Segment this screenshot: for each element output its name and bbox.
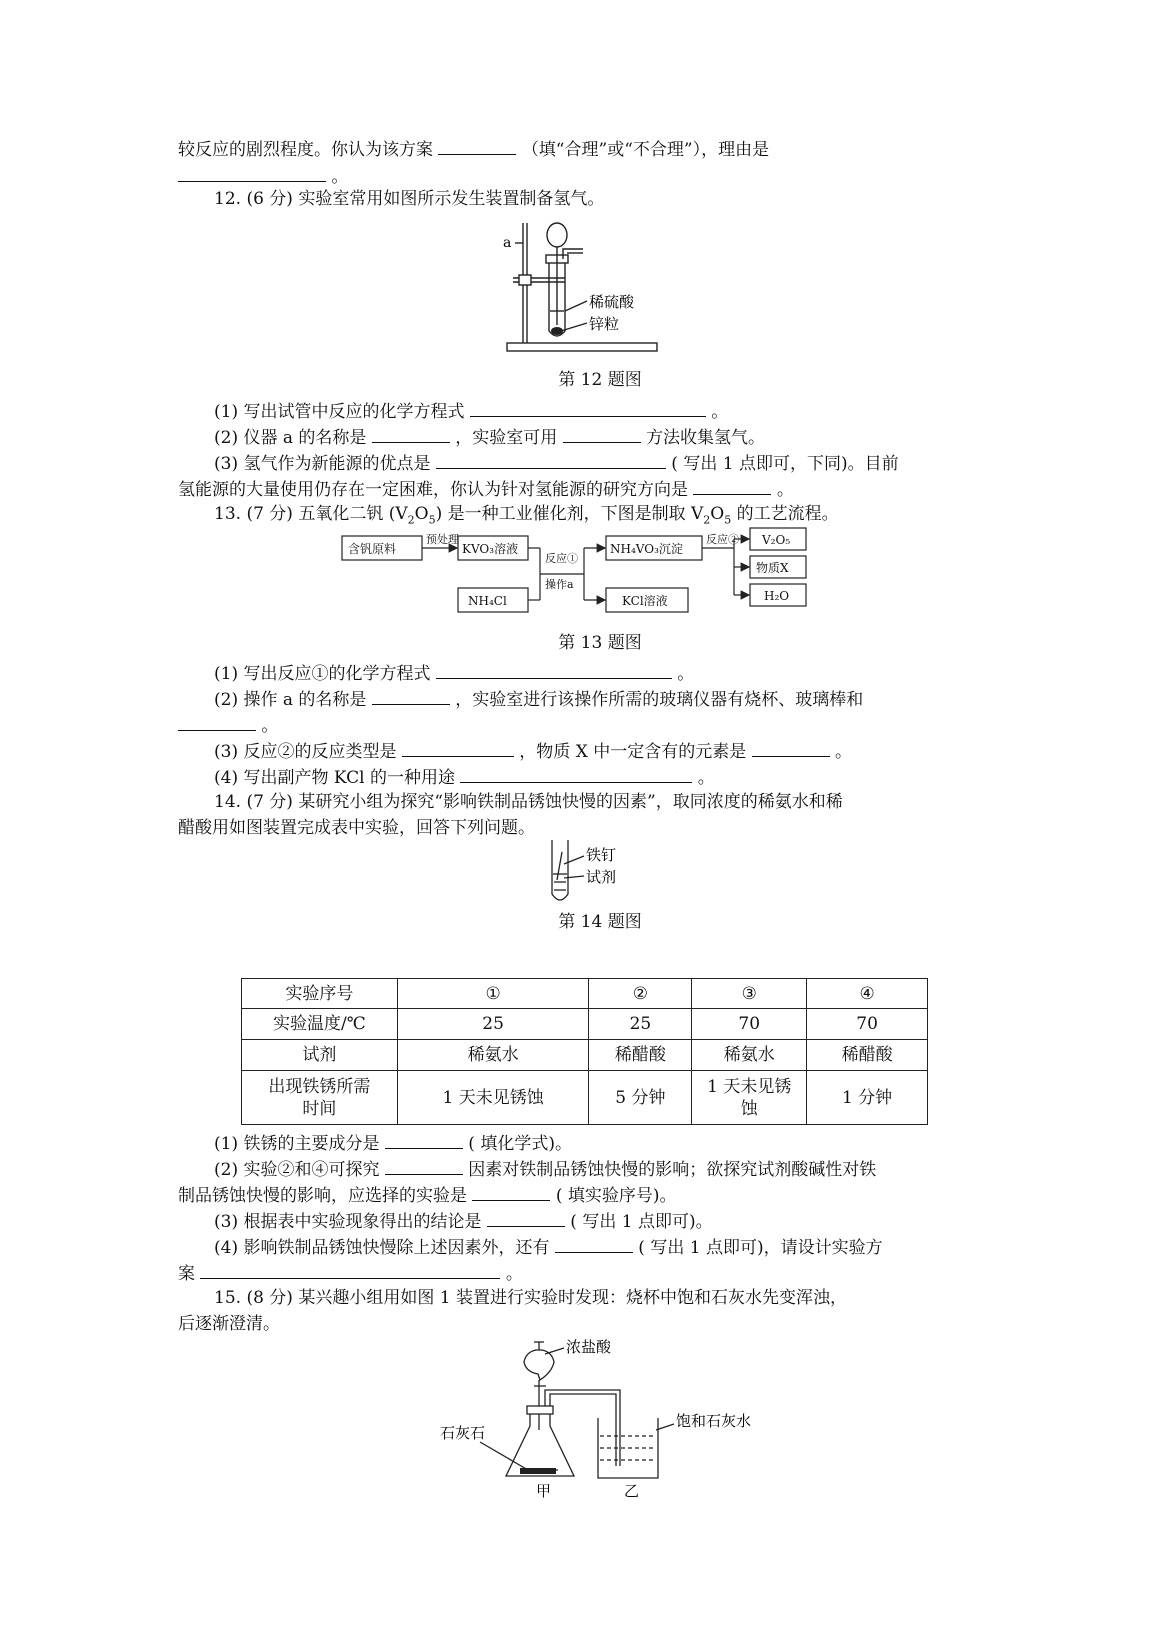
text: 。	[835, 742, 853, 762]
zinc-granules	[551, 327, 563, 335]
text: (2) 操作 a 的名称是	[214, 690, 367, 710]
text-line	[214, 686, 863, 712]
question-14-intro: 14. (7 分) 某研究小组为探究“影响铁制品锈蚀快慢的因素”，取同浓度的稀氨水和稀	[214, 792, 843, 812]
text-line	[178, 712, 278, 738]
answer-blank[interactable]	[470, 398, 706, 417]
box-v2o5: V₂O₅	[762, 533, 791, 547]
label-reagent: 试剂	[586, 868, 617, 886]
table-cell: 25	[397, 1009, 589, 1040]
answer-blank[interactable]	[178, 712, 256, 731]
label-limestone: 石灰石	[440, 1424, 486, 1442]
text-line	[178, 136, 769, 162]
figure-12-apparatus	[495, 215, 665, 355]
subscript: 2	[703, 513, 711, 527]
text: (4) 影响铁制品锈蚀快慢除上述因素外，还有	[214, 1238, 550, 1258]
text-line	[214, 1130, 572, 1156]
text-line	[214, 398, 728, 424]
text: (2) 实验②和④可探究	[214, 1160, 380, 1180]
question-14-intro-cont: 醋酸用如图装置完成表中实验，回答下列问题。	[178, 818, 535, 838]
text-line	[214, 450, 899, 476]
text: (1) 写出反应①的化学方程式	[214, 664, 431, 684]
text: (3) 氢气作为新能源的优点是	[214, 454, 431, 474]
table-cell: ③	[692, 979, 807, 1009]
table-row	[242, 1071, 928, 1125]
table-header-cell: 实验温度/℃	[242, 1009, 398, 1040]
label-zinc: 锌粒	[589, 315, 620, 333]
answer-blank[interactable]	[563, 424, 641, 443]
text-line	[214, 1156, 876, 1182]
table-cell: 稀氨水	[397, 1040, 589, 1071]
box-raw-material: 含钒原料	[348, 542, 397, 556]
answer-blank[interactable]	[752, 738, 830, 757]
box-substance-x: 物质X	[756, 561, 789, 575]
text: (3) 根据表中实验现象得出的结论是	[214, 1212, 482, 1232]
text: (1) 写出试管中反应的化学方程式	[214, 402, 465, 422]
table-cell: ①	[397, 979, 589, 1009]
figure-14-test-tube	[548, 838, 658, 908]
text: 时间	[302, 1098, 337, 1119]
label-yi: 乙	[624, 1482, 640, 1498]
text: 13. (7 分) 五氧化二钒 (V	[214, 504, 408, 524]
text: O	[414, 504, 429, 524]
text: ，实验室可用	[455, 428, 558, 448]
text: O	[710, 504, 725, 524]
answer-blank[interactable]	[200, 1260, 500, 1279]
answer-blank[interactable]	[436, 660, 672, 679]
text-line	[178, 1260, 523, 1286]
experiment-table	[241, 978, 928, 1125]
answer-blank[interactable]	[460, 764, 692, 783]
label-pretreatment: 预处理	[426, 533, 459, 546]
text: 蚀	[740, 1098, 758, 1119]
answer-blank[interactable]	[385, 1130, 463, 1149]
text: 。	[331, 167, 349, 187]
text: （填“合理”或“不合理”），理由是	[521, 140, 770, 160]
text: 的工艺流程。	[736, 504, 839, 524]
text-line	[214, 1208, 713, 1234]
text: 。	[677, 664, 695, 684]
figure-13-flowchart	[340, 526, 840, 630]
label-dilute-sulfuric-acid: 稀硫酸	[589, 293, 635, 311]
label-a: a	[503, 235, 512, 251]
text: 较反应的剧烈程度。你认为该方案	[178, 140, 433, 160]
answer-blank[interactable]	[438, 136, 516, 155]
table-header-cell: 试剂	[242, 1040, 398, 1071]
table-cell: ②	[589, 979, 692, 1009]
answer-blank[interactable]	[178, 163, 326, 182]
question-12-intro: 12. (6 分) 实验室常用如图所示发生装置制备氢气。	[214, 189, 605, 209]
table-cell: 70	[807, 1009, 928, 1040]
text-line	[214, 660, 694, 686]
subscript: 5	[724, 513, 732, 527]
text: ( 写出 1 点即可)。	[570, 1212, 713, 1232]
table-row	[242, 979, 928, 1009]
table-cell	[692, 1071, 807, 1125]
answer-blank[interactable]	[385, 1156, 463, 1175]
text: 。	[697, 768, 715, 788]
text: ，实验室进行该操作所需的玻璃仪器有烧杯、玻璃棒和	[455, 690, 864, 710]
text: (4) 写出副产物 KCl 的一种用途	[214, 768, 455, 788]
figure-12-caption: 第 12 题图	[558, 370, 642, 390]
text-line	[214, 424, 765, 450]
text: ) 是一种工业催化剂，下图是制取 V	[435, 504, 704, 524]
limestone-solid	[520, 1468, 556, 1474]
answer-blank[interactable]	[372, 686, 450, 705]
text-line	[178, 163, 348, 189]
text: 出现铁锈所需	[268, 1076, 371, 1097]
text: ，物质 X 中一定含有的元素是	[519, 742, 747, 762]
table-row	[242, 1009, 928, 1040]
answer-blank[interactable]	[436, 450, 666, 469]
table-cell: ④	[807, 979, 928, 1009]
text-line	[178, 476, 794, 502]
text: ( 填化学式)。	[468, 1134, 572, 1154]
table-cell: 1 天未见锈蚀	[397, 1071, 589, 1125]
text: 案	[178, 1264, 195, 1284]
table-cell: 1 分钟	[807, 1071, 928, 1125]
text: ( 写出 1 点即可，下同)。目前	[671, 454, 899, 474]
text-line	[178, 1182, 676, 1208]
text: 方法收集氢气。	[646, 428, 766, 448]
table-cell: 70	[692, 1009, 807, 1040]
text-line	[214, 1234, 883, 1260]
table-cell: 稀醋酸	[589, 1040, 692, 1071]
text: 氢能源的大量使用仍存在一定困难，你认为针对氢能源的研究方向是	[178, 480, 688, 500]
box-h2o: H₂O	[764, 589, 790, 603]
text: 。	[776, 480, 794, 500]
label-reaction-1: 反应①	[545, 552, 578, 565]
table-row	[242, 1040, 928, 1071]
table-header-cell: 实验序号	[242, 979, 398, 1009]
question-15-intro-cont: 后逐渐澄清。	[178, 1314, 280, 1334]
question-15-intro: 15. (8 分) 某兴趣小组用如图 1 装置进行实验时发现：烧杯中饱和石灰水先变浑浊，	[214, 1288, 847, 1308]
label-operation-a: 操作a	[545, 578, 574, 591]
box-nh4cl: NH₄Cl	[468, 594, 507, 608]
text: 。	[505, 1264, 523, 1284]
answer-blank[interactable]	[555, 1234, 633, 1253]
label-reaction-2: 反应②	[706, 533, 739, 546]
answer-blank[interactable]	[372, 424, 450, 443]
answer-blank[interactable]	[402, 738, 514, 757]
answer-blank[interactable]	[487, 1208, 565, 1227]
answer-blank[interactable]	[693, 476, 771, 495]
text: ( 填实验序号)。	[555, 1186, 677, 1206]
label-jia: 甲	[536, 1482, 552, 1498]
box-kvo3: KVO₃溶液	[462, 542, 519, 556]
label-iron-nail: 铁钉	[586, 846, 617, 864]
text: 。	[711, 402, 729, 422]
figure-14-caption: 第 14 题图	[558, 912, 642, 932]
subscript: 5	[428, 513, 436, 527]
table-header-cell	[242, 1071, 398, 1125]
text: (2) 仪器 a 的名称是	[214, 428, 367, 448]
text: 1 天未见锈	[707, 1076, 792, 1097]
box-kcl: KCl溶液	[622, 594, 668, 608]
table-cell: 5 分钟	[589, 1071, 692, 1125]
figure-13-caption: 第 13 题图	[558, 633, 642, 653]
subscript: 2	[407, 513, 415, 527]
text-line	[214, 764, 715, 790]
answer-blank[interactable]	[472, 1182, 550, 1201]
label-limewater: 饱和石灰水	[676, 1412, 752, 1430]
text: 制品锈蚀快慢的影响，应选择的实验是	[178, 1186, 467, 1206]
text: 。	[261, 716, 279, 736]
text-line	[214, 738, 852, 764]
figure-15-apparatus	[440, 1338, 780, 1498]
text: (3) 反应②的反应类型是	[214, 742, 397, 762]
table-cell: 25	[589, 1009, 692, 1040]
table-cell: 稀醋酸	[807, 1040, 928, 1071]
box-nh4vo3: NH₄VO₃沉淀	[610, 542, 683, 556]
text: ( 写出 1 点即可)，请设计实验方	[638, 1238, 883, 1258]
text: (1) 铁锈的主要成分是	[214, 1134, 380, 1154]
text: 因素对铁制品锈蚀快慢的影响；欲探究试剂酸碱性对铁	[468, 1160, 877, 1180]
table-cell: 稀氨水	[692, 1040, 807, 1071]
label-conc-hcl: 浓盐酸	[566, 1338, 612, 1356]
